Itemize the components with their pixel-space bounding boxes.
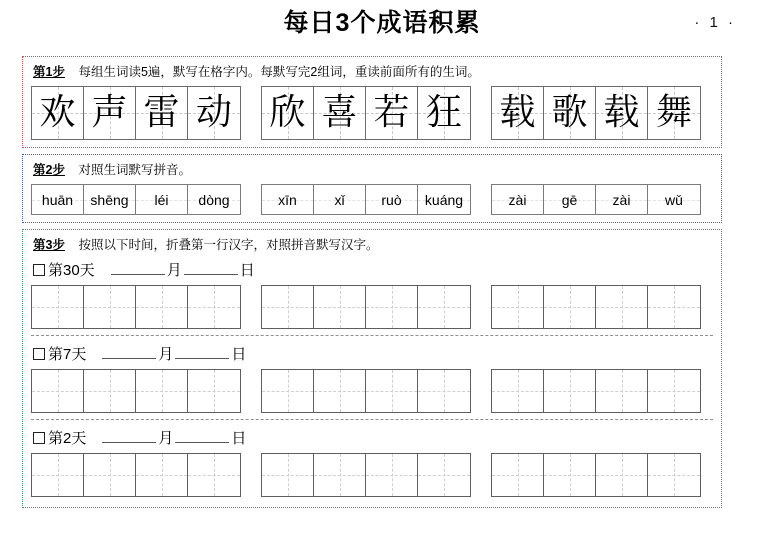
pinyin-cell bbox=[84, 185, 136, 214]
date-field[interactable] bbox=[111, 259, 257, 280]
step-3-section bbox=[22, 229, 722, 508]
month-blank[interactable] bbox=[102, 428, 156, 443]
character-glyph: 雷 bbox=[143, 92, 180, 133]
blank-cell[interactable] bbox=[84, 286, 136, 328]
character-glyph: 载 bbox=[499, 92, 536, 133]
pinyin-text: léi bbox=[154, 191, 169, 208]
blank-cell[interactable] bbox=[544, 286, 596, 328]
blank-cell[interactable] bbox=[492, 370, 544, 412]
month-blank[interactable] bbox=[102, 344, 156, 359]
blank-cell[interactable] bbox=[648, 454, 700, 496]
character-group-3 bbox=[491, 86, 701, 140]
blank-grid-row bbox=[31, 453, 713, 497]
pinyin-text: xǐ bbox=[334, 191, 345, 208]
day-checkbox[interactable] bbox=[33, 348, 45, 360]
month-blank[interactable] bbox=[111, 260, 165, 275]
blank-cell[interactable] bbox=[262, 286, 314, 328]
pinyin-text: shēng bbox=[90, 191, 129, 208]
pinyin-text: ruò bbox=[381, 191, 402, 208]
blank-cell[interactable] bbox=[314, 370, 366, 412]
worksheet bbox=[22, 56, 722, 514]
day-checkbox[interactable] bbox=[33, 264, 45, 276]
page-title: 每日3个成语积累 bbox=[283, 9, 481, 37]
blank-cell[interactable] bbox=[544, 454, 596, 496]
step-2-instruction-line bbox=[33, 162, 713, 179]
pinyin-cell bbox=[596, 185, 648, 214]
blank-group-3 bbox=[491, 453, 701, 497]
pinyin-cell bbox=[492, 185, 544, 214]
blank-cell[interactable] bbox=[544, 370, 596, 412]
blank-cell[interactable] bbox=[648, 370, 700, 412]
month-unit: 月 bbox=[158, 430, 174, 447]
character-glyph: 欢 bbox=[39, 92, 76, 133]
pinyin-cell bbox=[418, 185, 470, 214]
character-cell bbox=[188, 87, 240, 139]
pinyin-text: zài bbox=[508, 191, 527, 208]
pinyin-text: wǔ bbox=[665, 191, 683, 208]
blank-cell[interactable] bbox=[136, 454, 188, 496]
blank-cell[interactable] bbox=[32, 286, 84, 328]
pinyin-text: gē bbox=[561, 191, 578, 208]
pinyin-cell bbox=[366, 185, 418, 214]
practice-day-header bbox=[33, 259, 713, 280]
blank-cell[interactable] bbox=[366, 454, 418, 496]
step-3-instruction-text: 按照以下时间，折叠第一行汉字，对照拼音默写汉字。 bbox=[78, 238, 379, 252]
blank-group-3 bbox=[491, 285, 701, 329]
blank-group-1 bbox=[31, 453, 241, 497]
character-cell bbox=[648, 87, 700, 139]
blank-group-1 bbox=[31, 369, 241, 413]
blank-cell[interactable] bbox=[188, 286, 240, 328]
pinyin-cell bbox=[32, 185, 84, 214]
character-glyph: 动 bbox=[195, 92, 232, 133]
practice-day-block bbox=[31, 335, 713, 419]
practice-day-header bbox=[33, 427, 713, 448]
character-cell bbox=[84, 87, 136, 139]
day-blank[interactable] bbox=[184, 260, 238, 275]
blank-cell[interactable] bbox=[32, 454, 84, 496]
blank-cell[interactable] bbox=[418, 454, 470, 496]
character-glyph: 狂 bbox=[425, 92, 462, 133]
character-cell bbox=[544, 87, 596, 139]
step-1-section bbox=[22, 56, 722, 148]
day-unit: 日 bbox=[231, 430, 247, 447]
date-field[interactable] bbox=[102, 427, 248, 448]
practice-day-header bbox=[33, 343, 713, 364]
pinyin-group-3 bbox=[491, 184, 701, 215]
blank-cell[interactable] bbox=[366, 286, 418, 328]
character-cell bbox=[136, 87, 188, 139]
step-3-instruction-line bbox=[33, 237, 713, 254]
blank-cell[interactable] bbox=[596, 286, 648, 328]
step-2-instruction-text: 对照生词默写拼音。 bbox=[78, 163, 191, 177]
character-group-2 bbox=[261, 86, 471, 140]
blank-cell[interactable] bbox=[366, 370, 418, 412]
page-number: · 1 · bbox=[694, 14, 736, 31]
pinyin-text: zài bbox=[612, 191, 631, 208]
blank-cell[interactable] bbox=[84, 454, 136, 496]
blank-cell[interactable] bbox=[32, 370, 84, 412]
pinyin-text: kuáng bbox=[424, 191, 464, 208]
blank-cell[interactable] bbox=[314, 454, 366, 496]
step-3-label: 第3步 bbox=[33, 238, 65, 252]
character-cell bbox=[262, 87, 314, 139]
date-field[interactable] bbox=[102, 343, 248, 364]
practice-day-block bbox=[31, 419, 713, 503]
blank-cell[interactable] bbox=[136, 370, 188, 412]
blank-cell[interactable] bbox=[418, 370, 470, 412]
blank-cell[interactable] bbox=[418, 286, 470, 328]
character-cell bbox=[596, 87, 648, 139]
pinyin-cell bbox=[314, 185, 366, 214]
character-glyph: 歌 bbox=[551, 92, 588, 133]
blank-cell[interactable] bbox=[596, 454, 648, 496]
pinyin-cell bbox=[544, 185, 596, 214]
pinyin-group-2 bbox=[261, 184, 471, 215]
pinyin-cell bbox=[188, 185, 240, 214]
blank-cell[interactable] bbox=[262, 454, 314, 496]
character-group-1 bbox=[31, 86, 241, 140]
step-2-label: 第2步 bbox=[33, 163, 65, 177]
day-unit: 日 bbox=[231, 346, 247, 363]
pinyin-cell bbox=[648, 185, 700, 214]
character-cell bbox=[32, 87, 84, 139]
blank-group-1 bbox=[31, 285, 241, 329]
blank-cell[interactable] bbox=[262, 370, 314, 412]
pinyin-cell bbox=[262, 185, 314, 214]
character-grid-row bbox=[31, 86, 713, 140]
character-cell bbox=[492, 87, 544, 139]
month-unit: 月 bbox=[158, 346, 174, 363]
character-glyph: 载 bbox=[603, 92, 640, 133]
blank-grid-row bbox=[31, 285, 713, 329]
pinyin-grid-row bbox=[31, 184, 713, 215]
day-checkbox[interactable] bbox=[33, 432, 45, 444]
day-blank[interactable] bbox=[175, 344, 229, 359]
step-1-instruction-text: 每组生词读5遍，默写在格字内。每默写完2组词，重读前面所有的生词。 bbox=[78, 65, 480, 79]
day-label: 第2天 bbox=[48, 430, 87, 447]
character-glyph: 喜 bbox=[321, 92, 358, 133]
pinyin-text: xīn bbox=[278, 191, 297, 208]
pinyin-text: huān bbox=[41, 191, 74, 208]
practice-day-block bbox=[31, 259, 713, 335]
character-cell bbox=[314, 87, 366, 139]
character-cell bbox=[418, 87, 470, 139]
step-1-instruction-line bbox=[33, 64, 713, 81]
blank-group-3 bbox=[491, 369, 701, 413]
day-unit: 日 bbox=[239, 262, 255, 279]
blank-cell[interactable] bbox=[492, 286, 544, 328]
day-label: 第7天 bbox=[48, 346, 87, 363]
pinyin-group-1 bbox=[31, 184, 241, 215]
step-2-section bbox=[22, 154, 722, 223]
character-glyph: 欣 bbox=[269, 92, 306, 133]
blank-cell[interactable] bbox=[492, 454, 544, 496]
step-1-label: 第1步 bbox=[33, 65, 65, 79]
page-header bbox=[0, 0, 764, 48]
day-label: 第30天 bbox=[48, 262, 95, 279]
blank-cell[interactable] bbox=[188, 370, 240, 412]
blank-cell[interactable] bbox=[84, 370, 136, 412]
blank-group-2 bbox=[261, 453, 471, 497]
character-glyph: 若 bbox=[373, 92, 410, 133]
blank-cell[interactable] bbox=[136, 286, 188, 328]
blank-cell[interactable] bbox=[596, 370, 648, 412]
month-unit: 月 bbox=[166, 262, 182, 279]
pinyin-cell bbox=[136, 185, 188, 214]
character-glyph: 声 bbox=[91, 92, 128, 133]
blank-group-2 bbox=[261, 285, 471, 329]
blank-group-2 bbox=[261, 369, 471, 413]
blank-cell[interactable] bbox=[314, 286, 366, 328]
blank-cell[interactable] bbox=[188, 454, 240, 496]
blank-cell[interactable] bbox=[648, 286, 700, 328]
day-blank[interactable] bbox=[175, 428, 229, 443]
blank-grid-row bbox=[31, 369, 713, 413]
character-glyph: 舞 bbox=[655, 92, 692, 133]
pinyin-text: dòng bbox=[198, 191, 230, 208]
character-cell bbox=[366, 87, 418, 139]
